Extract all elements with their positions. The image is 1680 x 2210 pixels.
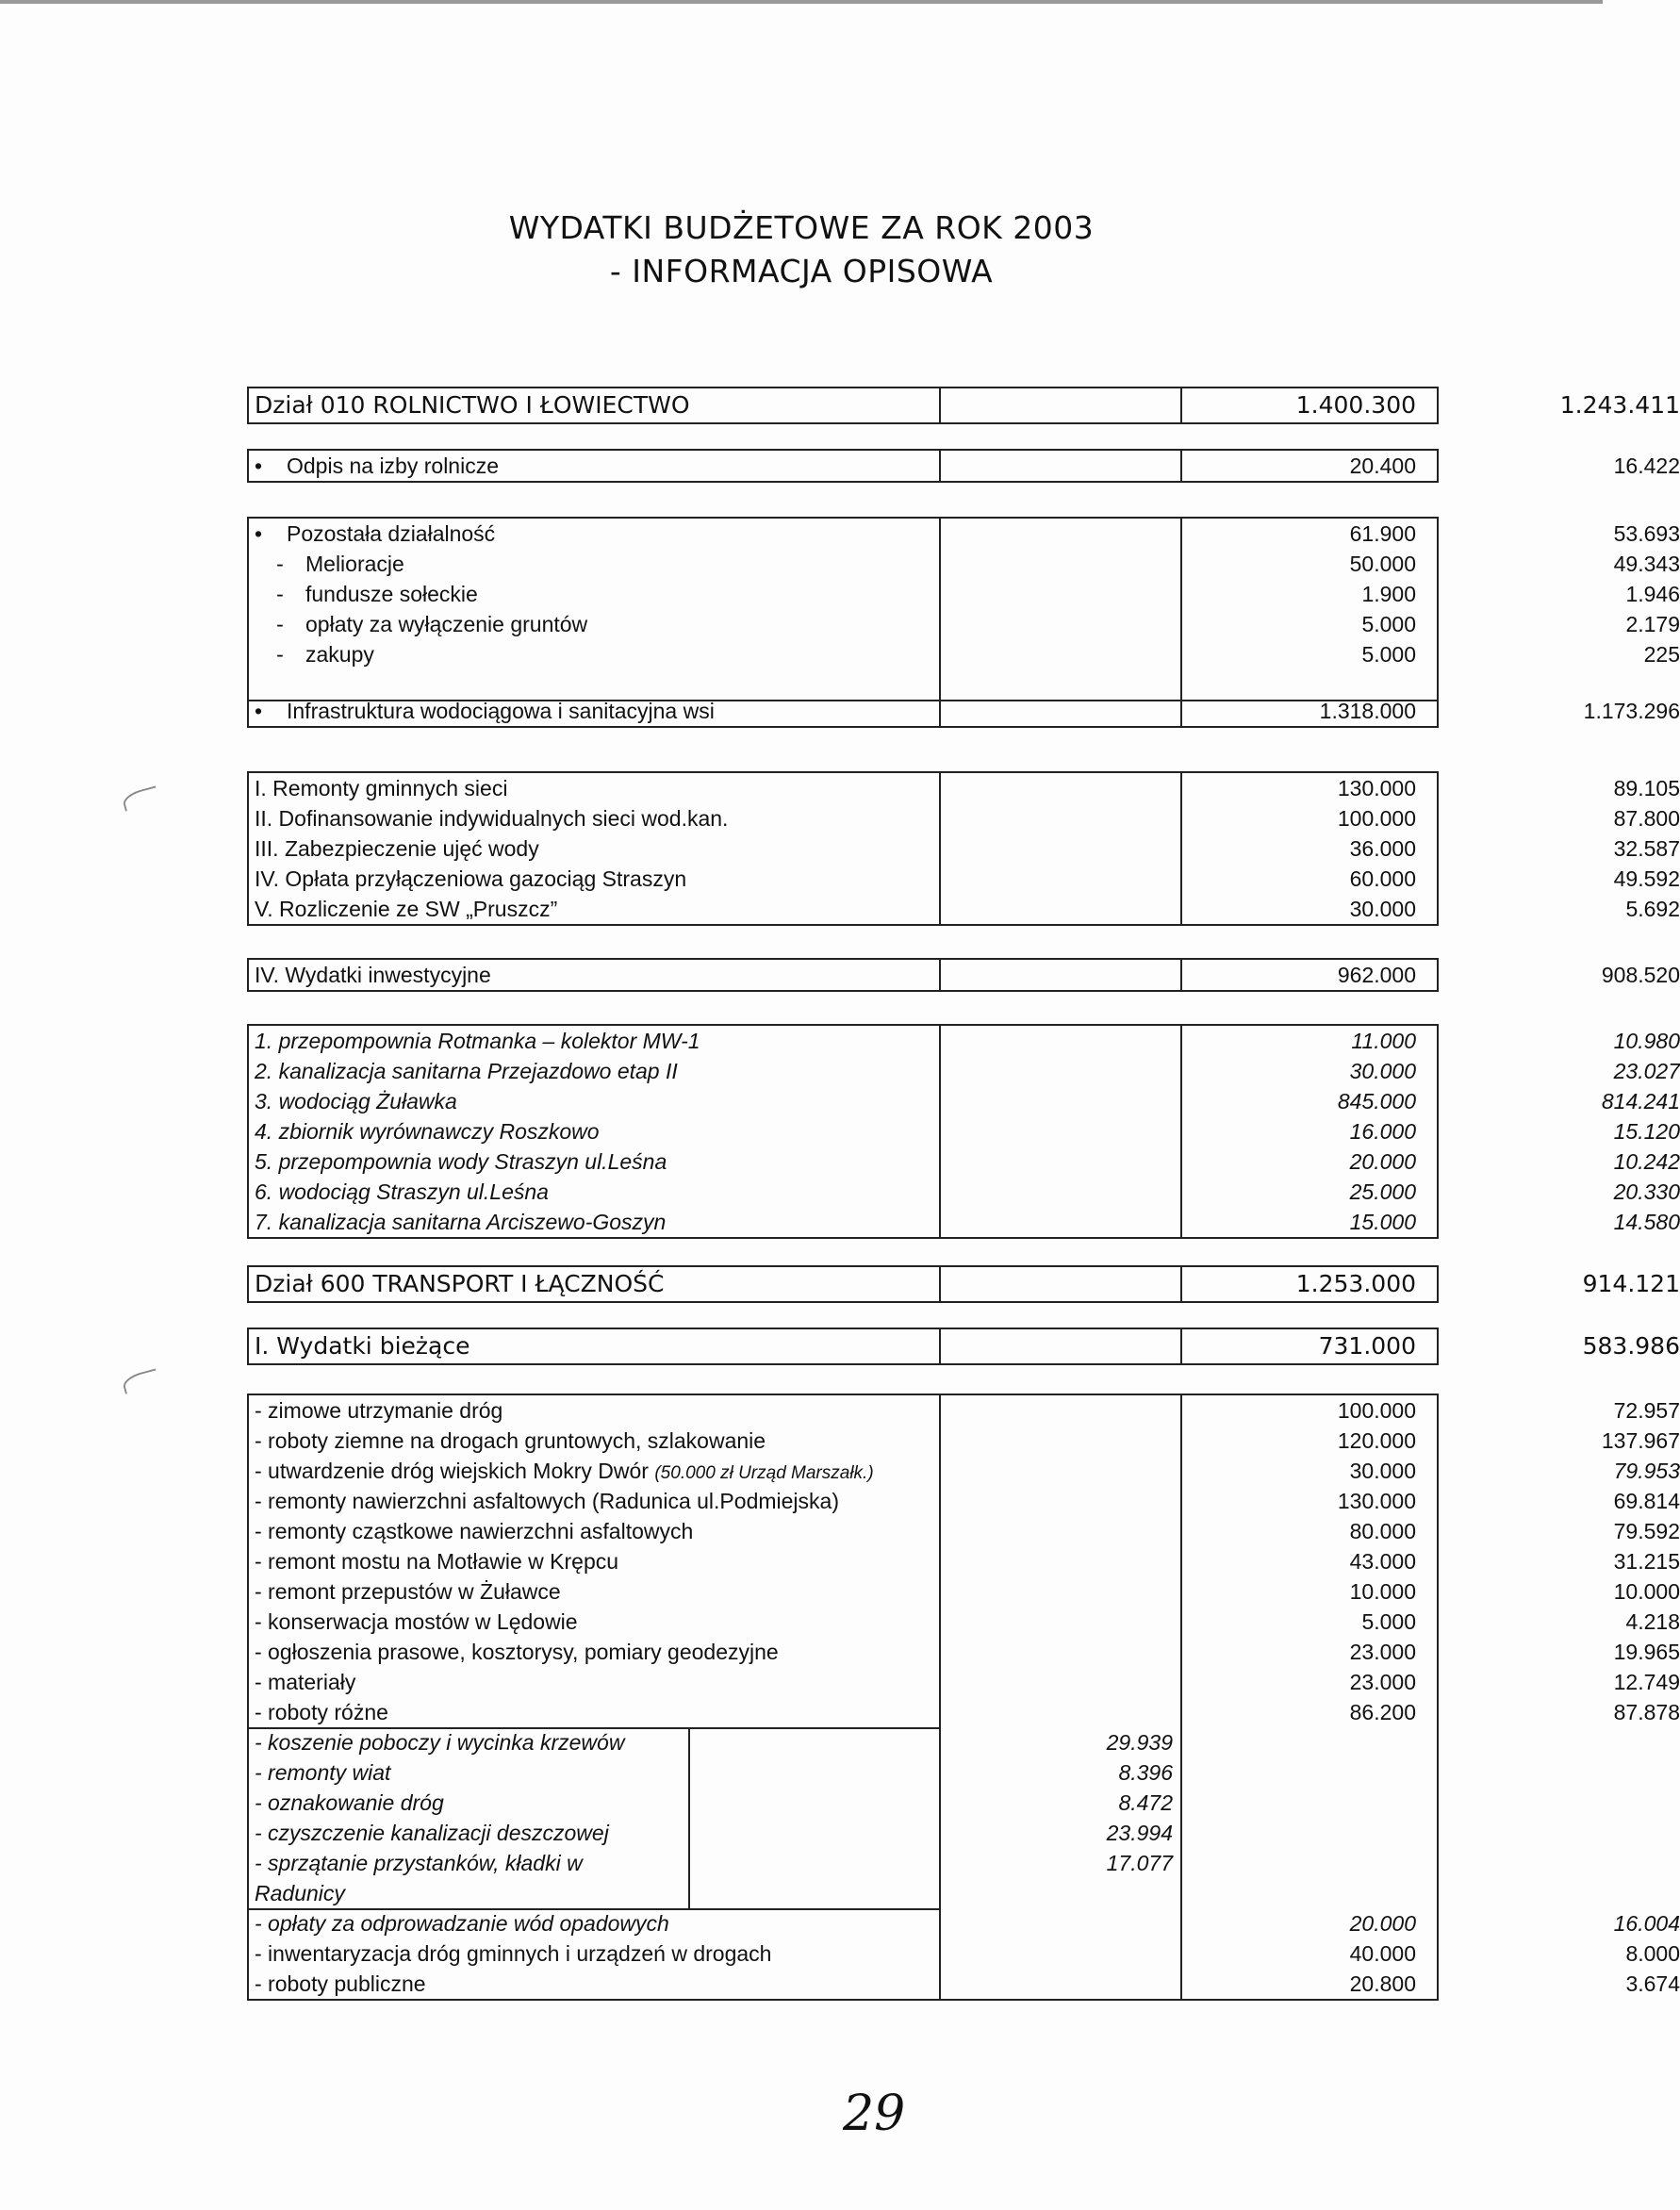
table-row: - remonty nawierzchni asfaltowych (Radunica ul.Podmiejska) 130.000 69.814 — [255, 1489, 1680, 1513]
table-row: - roboty ziemne na drogach gruntowych, szlakowanie 120.000 137.967 — [255, 1428, 1680, 1453]
scan-edge — [0, 0, 1603, 4]
pozostala-item: - opłaty za wyłączenie gruntów 5.000 2.179 — [276, 612, 1680, 636]
inwestycyjne-header: IV. Wydatki inwestycyjne 962.000 908.520 — [247, 958, 1439, 992]
dzial-010-wykonanie: 1.243.411 — [1559, 391, 1680, 419]
dzial-010-label: Dział 010 ROLNICTWO I ŁOWIECTWO — [255, 391, 690, 419]
odpis-row: • Odpis na izby rolnicze 20.400 16.422 — [247, 449, 1439, 483]
page-number: 29 — [843, 2086, 906, 2142]
table-row: 3. wodociąg Żuławka 845.000 814.241 — [255, 1089, 1680, 1113]
odpis-wykonanie: 16.422 — [1613, 454, 1680, 478]
table-row: - oznakowanie dróg 8.472 — [255, 1790, 1173, 1815]
table-row: V. Rozliczenie ze SW „Pruszcz” 30.000 5.692 — [255, 897, 1680, 921]
margin-mark — [121, 785, 159, 811]
table-row: - koszenie poboczy i wycinka krzewów 29.939 — [255, 1730, 1173, 1755]
pozostala-label: Pozostała działalność — [287, 521, 496, 546]
pozostala-block: • Pozostała działalność 61.900 53.693 - Melioracje 50.000 49.343 - fundusze sołeckie 1.900 1.946 - opłaty za wyłączenie gruntów 5.000 2.179 - zakupy 5.000 225 • Infrastruktura wodociągowa i sanitacyjna wsi 1.318.000 1.173.296 — [247, 517, 1439, 728]
pozostala-item: - Melioracje 50.000 49.343 — [276, 552, 1680, 576]
odpis-label: Odpis na izby rolnicze — [287, 454, 499, 478]
table-row: - roboty różne 86.200 87.878 — [255, 1700, 1680, 1724]
table-row: 1. przepompownia Rotmanka – kolektor MW-1 11.000 10.980 — [255, 1029, 1680, 1053]
pozostala-item: - fundusze sołeckie 1.900 1.946 — [276, 582, 1680, 606]
pozostala-item: - zakupy 5.000 225 — [276, 642, 1680, 667]
table-row: 6. wodociąg Straszyn ul.Leśna 25.000 20.330 — [255, 1179, 1680, 1204]
pozostala-wykonanie: 53.693 — [1613, 521, 1680, 546]
biezace-label: I. Wydatki bieżące — [255, 1332, 470, 1360]
table-row: - materiały 23.000 12.749 — [255, 1670, 1680, 1694]
table-row: Radunicy — [255, 1881, 345, 1905]
table-row: - remont mostu na Motławie w Krępcu 43.000 31.215 — [255, 1549, 1680, 1574]
page-title: WYDATKI BUDŻETOWE ZA ROK 2003 — [508, 209, 1095, 246]
infra-label: Infrastruktura wodociągowa i sanitacyjna wsi — [287, 699, 715, 723]
table-row: IV. Opłata przyłączeniowa gazociąg Straszyn 60.000 49.592 — [255, 866, 1680, 891]
table-row: - konserwacja mostów w Lędowie 5.000 4.218 — [255, 1609, 1680, 1634]
dzial-010-plan: 1.400.300 — [1295, 391, 1416, 419]
remonty-table — [247, 771, 1680, 926]
pozostala-plan: 61.900 — [1349, 521, 1416, 546]
table-row: 4. zbiornik wyrównawczy Roszkowo 16.000 15.120 — [255, 1119, 1680, 1144]
dzial-600-wykonanie: 914.121 — [1582, 1270, 1680, 1297]
table-row: 7. kanalizacja sanitarna Arciszewo-Goszyn 15.000 14.580 — [255, 1210, 1680, 1234]
table-row: 2. kanalizacja sanitarna Przejazdowo etap II 30.000 23.027 — [255, 1059, 1680, 1083]
dzial-600-label: Dział 600 TRANSPORT I ŁĄCZNOŚĆ — [255, 1270, 665, 1297]
odpis-plan: 20.400 — [1349, 454, 1416, 478]
dzial-600-plan: 1.253.000 — [1295, 1270, 1416, 1297]
table-row: II. Dofinansowanie indywidualnych sieci wod.kan. 100.000 87.800 — [255, 806, 1680, 831]
table-row: - opłaty za odprowadzanie wód opadowych 20.000 16.004 — [255, 1911, 1680, 1936]
inwestycje-table — [247, 1024, 1680, 1239]
table-row: - utwardzenie dróg wiejskich Mokry Dwór (50.000 zł Urząd Marszałk.) 30.000 79.953 — [255, 1459, 1680, 1483]
table-row: - sprzątanie przystanków, kładki w 17.077 — [255, 1851, 1173, 1875]
dzial-010-header — [247, 387, 1680, 424]
table-row: - roboty publiczne 20.800 3.674 — [255, 1971, 1680, 1996]
table-row: I. Remonty gminnych sieci 130.000 89.105 — [255, 776, 1680, 800]
transport-table — [247, 1394, 1680, 2001]
page-subtitle: - INFORMACJA OPISOWA — [609, 253, 994, 289]
table-row: - remonty cząstkowe nawierzchni asfaltowych 80.000 79.592 — [255, 1519, 1680, 1543]
roboty-rozne-breakdown — [249, 1727, 1437, 1908]
table-row: - remonty wiat 8.396 — [255, 1760, 1173, 1785]
table-row: - czyszczenie kanalizacji deszczowej 23.994 — [255, 1821, 1173, 1845]
dzial-600-header — [247, 1265, 1680, 1303]
table-row: 5. przepompownia wody Straszyn ul.Leśna 20.000 10.242 — [255, 1149, 1680, 1174]
biezace-header: I. Wydatki bieżące 731.000 583.986 — [247, 1328, 1439, 1365]
infra-wykonanie: 1.173.296 — [1583, 699, 1680, 723]
table-row: - zimowe utrzymanie dróg 100.000 72.957 — [255, 1398, 1680, 1423]
inwestycyjne-label: IV. Wydatki inwestycyjne — [255, 963, 491, 987]
table-row: III. Zabezpieczenie ujęć wody 36.000 32.587 — [255, 836, 1680, 861]
margin-mark — [121, 1368, 159, 1394]
table-row: - ogłoszenia prasowe, kosztorysy, pomiary geodezyjne 23.000 19.965 — [255, 1640, 1680, 1664]
table-row: - inwentaryzacja dróg gminnych i urządzeń w drogach 40.000 8.000 — [255, 1941, 1680, 1966]
infra-plan: 1.318.000 — [1319, 699, 1416, 723]
table-row: - remont przepustów w Żuławce 10.000 10.000 — [255, 1579, 1680, 1604]
